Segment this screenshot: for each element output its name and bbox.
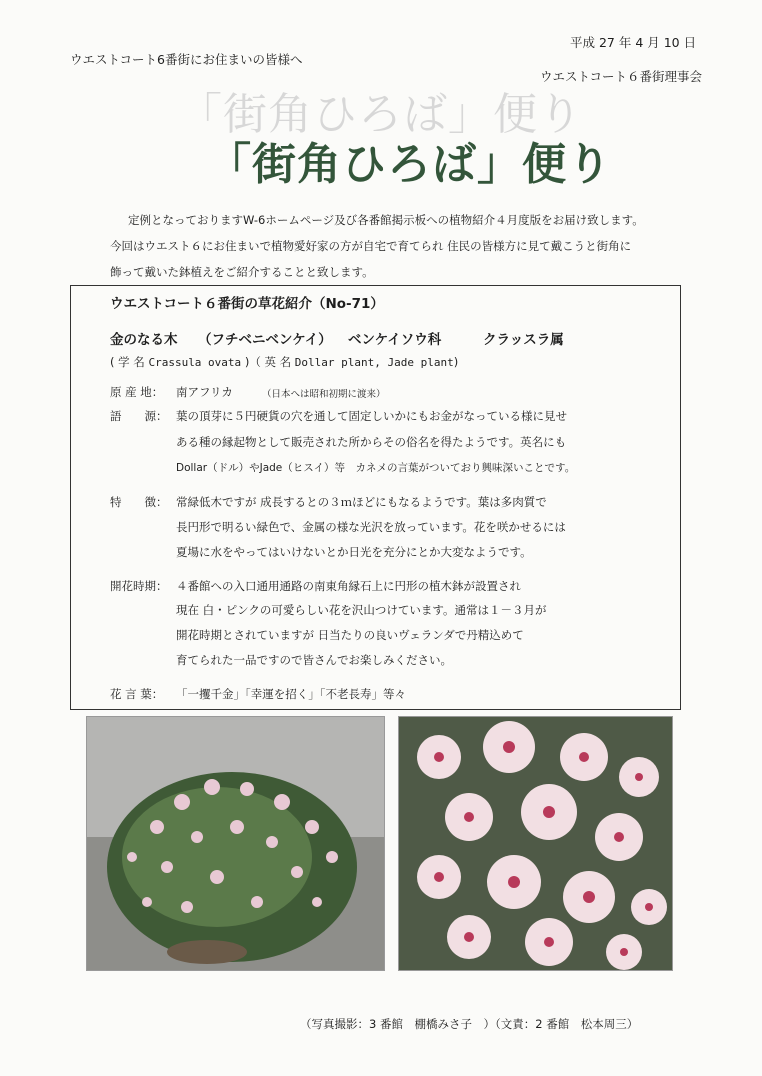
etymology-line: 葉の頂芽に５円硬貨の穴を通して固定しいかにもお金がなっている様に見せ: [176, 409, 567, 423]
plant-name: 金のなる木: [110, 332, 178, 348]
photo-jade-flowers-closeup: [398, 716, 673, 971]
sci-mid: )（ 英 名: [241, 355, 295, 369]
bloom-line: 開花時期とされていますが 日当たりの良いヴェランダで丹精込めて: [176, 628, 524, 642]
plant-alias: （フチベニベンケイ）: [198, 332, 332, 348]
plant-name-line: [110, 328, 564, 348]
feature-line: 常緑低木ですが 成長するとの３ｍほどにもなるようです。葉は多肉質で: [176, 495, 547, 509]
scientific-name-line: [110, 354, 458, 370]
origin-note: （日本へは昭和初期に渡来）: [262, 389, 386, 400]
page-title: 「街角ひろば」便り: [207, 139, 612, 190]
sci-suffix: ): [453, 355, 459, 369]
box-header: ウエストコート６番街の草花紹介（No-71）: [110, 296, 384, 312]
organization: ウエストコート６番街理事会: [540, 69, 703, 84]
date: 平成 27 年 4 月 10 日: [570, 35, 697, 50]
intro-line: 今回はウエスト６にお住まいで植物愛好家の方が自宅で育てられ 住民の皆様方に見て戴こうと街角に: [110, 239, 632, 253]
flower-language-label: 花 言 葉：: [110, 687, 164, 701]
english-name: Dollar plant, Jade plant: [294, 356, 454, 369]
feature-label: 特 徴：: [110, 495, 168, 509]
bloom-line: 現在 白・ピンクの可愛らしい花を沢山つけています。通常は１－３月が: [176, 603, 547, 617]
photo-potted-jade-plant: [86, 716, 385, 971]
bloom-label: 開花時期：: [110, 579, 168, 593]
etymology-label: 語 源：: [110, 409, 168, 423]
flower-language-value: 「一攫千金」「幸運を招く」「不老長寿」等々: [176, 687, 406, 701]
feature-line: 長円形で明るい緑色で、金属の様な光沢を放っています。花を咲かせるには: [176, 520, 566, 534]
intro-line: 定例となっておりますW-6ホームページ及び各番館掲示板への植物紹介４月度版をお届け致します。: [128, 213, 644, 227]
etymology-line: Dollar（ドル）やJade（ヒスイ）等 カネメの言葉がついており興味深いことです。: [176, 462, 576, 474]
photo-credit: （写真撮影：3 番館 棚橋みさ子 ）（文責：2 番館 松本周三）: [300, 1017, 639, 1031]
plant-family: ベンケイソウ科: [348, 332, 442, 348]
intro-line: 飾って戴いた鉢植えをご紹介することと致します。: [110, 265, 374, 279]
plant-genus: クラッスラ属: [483, 332, 564, 348]
sci-prefix: ( 学 名: [110, 355, 149, 369]
etymology-line: ある種の縁起物として販売された所からその俗名を得たようです。英名にも: [176, 435, 567, 449]
bloom-line: ４番館への入口通用通路の南東角縁石上に円形の植木鉢が設置され: [176, 579, 521, 593]
origin-value: 南アフリカ: [176, 385, 233, 399]
title-ghost: 「街角ひろば」便り: [178, 89, 583, 140]
intro-paragraph: [110, 207, 670, 285]
feature-line: 夏場に水をやってはいけないとか日光を充分にとか大変なようです。: [176, 545, 532, 559]
origin-label: 原 産 地：: [110, 385, 164, 399]
bloom-line: 育てられた一品ですので皆さんでお楽しみください。: [176, 653, 452, 667]
greeting: ウエストコート6番街にお住まいの皆様へ: [70, 52, 303, 67]
scientific-name: Crassula ovata: [148, 356, 242, 369]
